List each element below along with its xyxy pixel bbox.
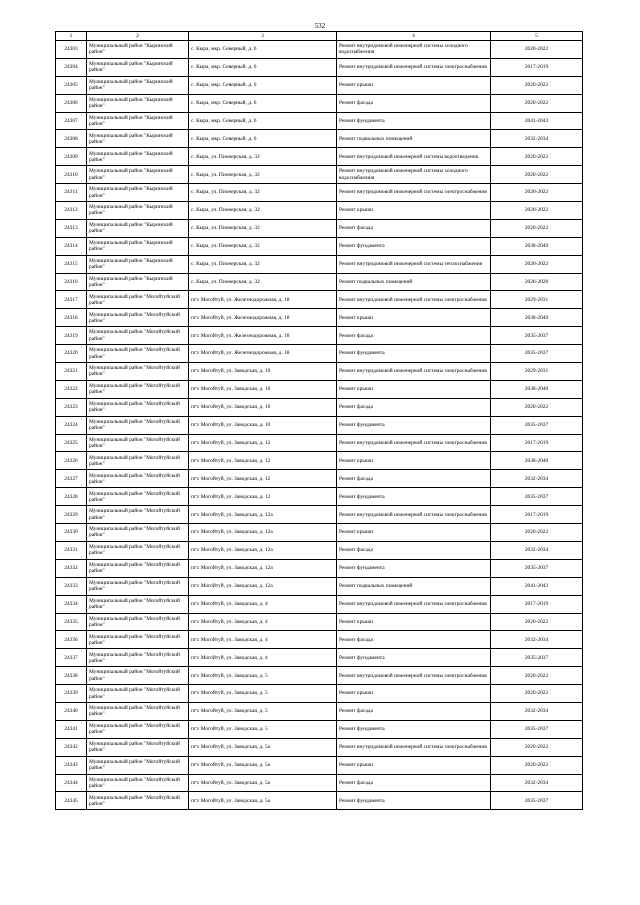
municipality-cell: Муниципальный район "Кыринский район" [87, 237, 189, 255]
row-number: 24311 [56, 184, 87, 202]
period-cell: 2020-2022 [491, 255, 583, 273]
work-type-cell: Ремонт крыши [337, 613, 491, 631]
address-cell: пгт. Могойтуй, ул. Заводская, д. 5а [189, 792, 337, 810]
address-cell: пгт. Могойтуй, ул. Заводская, д. 12 [189, 434, 337, 452]
work-type-cell: Ремонт фундамента [337, 112, 491, 130]
work-type-cell: Ремонт подвальных помещений [337, 273, 491, 291]
work-type-cell: Ремонт фасада [337, 541, 491, 559]
table-row [56, 577, 583, 595]
address-cell: пгт. Могойтуй, ул. Заводская, д. 5 [189, 685, 337, 703]
table-row [56, 309, 583, 327]
municipality-cell: Муниципальный район "Могойтуйский район" [87, 756, 189, 774]
period-cell: 2020-2022 [491, 94, 583, 112]
municipality-cell: Муниципальный район "Могойтуйский район" [87, 792, 189, 810]
row-number: 24321 [56, 363, 87, 381]
row-number: 24336 [56, 631, 87, 649]
table-row [56, 756, 583, 774]
table-row [56, 541, 583, 559]
row-number: 24316 [56, 273, 87, 291]
column-header: 4 [337, 32, 491, 41]
period-cell: 2032-2034 [491, 470, 583, 488]
work-type-cell: Ремонт внутридомовой инженерной системы электроснабжения [337, 738, 491, 756]
table-row [56, 184, 583, 202]
work-type-cell: Ремонт внутридомовой инженерной системы электроснабжения [337, 595, 491, 613]
work-type-cell: Ремонт внутридомовой инженерной системы электроснабжения [337, 291, 491, 309]
table-row [56, 166, 583, 184]
header-row [56, 32, 583, 41]
page-number: 532 [314, 22, 326, 30]
table-row [56, 434, 583, 452]
address-cell: пгт. Могойтуй, ул. Заводская, д. 4 [189, 649, 337, 667]
row-number: 24309 [56, 148, 87, 166]
municipality-cell: Муниципальный район "Могойтуйский район" [87, 416, 189, 434]
row-number: 24319 [56, 327, 87, 345]
row-number: 24307 [56, 112, 87, 130]
municipality-cell: Муниципальный район "Могойтуйский район" [87, 398, 189, 416]
table-row [56, 649, 583, 667]
work-type-cell: Ремонт внутридомовой инженерной системы электроснабжения [337, 506, 491, 524]
address-cell: пгт. Могойтуй, ул. Заводская, д. 4 [189, 595, 337, 613]
period-cell: 2026-2028 [491, 273, 583, 291]
row-number: 24318 [56, 309, 87, 327]
row-number: 24339 [56, 685, 87, 703]
table-row [56, 774, 583, 792]
municipality-cell: Муниципальный район "Могойтуйский район" [87, 470, 189, 488]
row-number: 24332 [56, 559, 87, 577]
period-cell: 2029-2031 [491, 363, 583, 381]
municipality-cell: Муниципальный район "Могойтуйский район" [87, 702, 189, 720]
work-type-cell: Ремонт фундамента [337, 649, 491, 667]
period-cell: 2020-2022 [491, 41, 583, 59]
table-row [56, 595, 583, 613]
table-row [56, 148, 583, 166]
address-cell: пгт. Могойтуй, ул. Заводская, д. 10 [189, 398, 337, 416]
work-type-cell: Ремонт внутридомовой инженерной системы электроснабжения [337, 184, 491, 202]
column-header: 2 [87, 32, 189, 41]
address-cell: с. Кыра, ул. Пионерская, д. 32 [189, 237, 337, 255]
address-cell: с. Кыра, мкр. Северный, д. 6 [189, 94, 337, 112]
address-cell: с. Кыра, ул. Пионерская, д. 32 [189, 148, 337, 166]
period-cell: 2020-2022 [491, 398, 583, 416]
work-type-cell: Ремонт фундамента [337, 237, 491, 255]
address-cell: пгт. Могойтуй, ул. Заводская, д. 10 [189, 363, 337, 381]
address-cell: пгт. Могойтуй, ул. Заводская, д. 12а [189, 541, 337, 559]
work-type-cell: Ремонт фасада [337, 774, 491, 792]
table-row [56, 327, 583, 345]
work-type-cell: Ремонт подвальных помещений [337, 130, 491, 148]
work-type-cell: Ремонт фасада [337, 327, 491, 345]
municipality-cell: Муниципальный район "Кыринский район" [87, 148, 189, 166]
period-cell: 2020-2022 [491, 738, 583, 756]
period-cell: 2017-2019 [491, 595, 583, 613]
address-cell: пгт. Могойтуй, ул. Заводская, д. 5а [189, 756, 337, 774]
work-type-cell: Ремонт фасада [337, 219, 491, 237]
table-row [56, 685, 583, 703]
row-number: 24340 [56, 702, 87, 720]
address-cell: с. Кыра, мкр. Северный, д. 6 [189, 130, 337, 148]
municipality-cell: Муниципальный район "Кыринский район" [87, 58, 189, 76]
address-cell: пгт. Могойтуй, ул. Заводская, д. 4 [189, 631, 337, 649]
work-type-cell: Ремонт фундамента [337, 792, 491, 810]
municipality-cell: Муниципальный район "Могойтуйский район" [87, 488, 189, 506]
address-cell: с. Кыра, ул. Пионерская, д. 32 [189, 255, 337, 273]
period-cell: 2020-2022 [491, 685, 583, 703]
row-number: 24322 [56, 380, 87, 398]
period-cell: 2017-2019 [491, 434, 583, 452]
address-cell: пгт. Могойтуй, ул. Заводская, д. 5 [189, 667, 337, 685]
row-number: 24328 [56, 488, 87, 506]
table-row [56, 291, 583, 309]
period-cell: 2035-2037 [491, 720, 583, 738]
row-number: 24305 [56, 76, 87, 94]
table-body [56, 41, 583, 810]
work-type-cell: Ремонт внутридомовой инженерной системы электроснабжения [337, 58, 491, 76]
municipality-cell: Муниципальный район "Могойтуйский район" [87, 452, 189, 470]
row-number: 24306 [56, 94, 87, 112]
municipality-cell: Муниципальный район "Могойтуйский район" [87, 595, 189, 613]
address-cell: пгт. Могойтуй, ул. Заводская, д. 12а [189, 559, 337, 577]
period-cell: 2035-2037 [491, 649, 583, 667]
municipality-cell: Муниципальный район "Могойтуйский район" [87, 291, 189, 309]
period-cell: 2035-2037 [491, 327, 583, 345]
municipality-cell: Муниципальный район "Могойтуйский район" [87, 559, 189, 577]
registry-table [55, 31, 583, 810]
row-number: 24323 [56, 398, 87, 416]
table-row [56, 380, 583, 398]
table-row [56, 363, 583, 381]
municipality-cell: Муниципальный район "Могойтуйский район" [87, 524, 189, 542]
row-number: 24327 [56, 470, 87, 488]
address-cell: пгт. Могойтуй, ул. Заводская, д. 12 [189, 470, 337, 488]
table-row [56, 738, 583, 756]
address-cell: пгт. Могойтуй, ул. Заводская, д. 5 [189, 702, 337, 720]
row-number: 24329 [56, 506, 87, 524]
row-number: 24324 [56, 416, 87, 434]
table-row [56, 524, 583, 542]
municipality-cell: Муниципальный район "Могойтуйский район" [87, 577, 189, 595]
table-header [56, 32, 583, 41]
row-number: 24341 [56, 720, 87, 738]
period-cell: 2038-2040 [491, 452, 583, 470]
period-cell: 2035-2037 [491, 559, 583, 577]
period-cell: 2020-2022 [491, 148, 583, 166]
table-row [56, 702, 583, 720]
table-row [56, 488, 583, 506]
table-row [56, 273, 583, 291]
address-cell: пгт. Могойтуй, ул. Заводская, д. 10 [189, 380, 337, 398]
work-type-cell: Ремонт крыши [337, 452, 491, 470]
address-cell: пгт. Могойтуй, ул. Заводская, д. 12 [189, 488, 337, 506]
period-cell: 2038-2040 [491, 309, 583, 327]
municipality-cell: Муниципальный район "Кыринский район" [87, 202, 189, 220]
municipality-cell: Муниципальный район "Кыринский район" [87, 255, 189, 273]
period-cell: 2038-2040 [491, 380, 583, 398]
address-cell: пгт. Могойтуй, ул. Железнодорожная, д. 18 [189, 345, 337, 363]
work-type-cell: Ремонт фасада [337, 631, 491, 649]
address-cell: пгт. Могойтуй, ул. Заводская, д. 10 [189, 416, 337, 434]
table-row [56, 202, 583, 220]
period-cell: 2035-2037 [491, 792, 583, 810]
row-number: 24331 [56, 541, 87, 559]
table-row [56, 613, 583, 631]
period-cell: 2020-2022 [491, 76, 583, 94]
municipality-cell: Муниципальный район "Кыринский район" [87, 41, 189, 59]
address-cell: с. Кыра, ул. Пионерская, д. 32 [189, 166, 337, 184]
row-number: 24345 [56, 792, 87, 810]
work-type-cell: Ремонт внутридомовой инженерной системы электроснабжения [337, 363, 491, 381]
table-row [56, 559, 583, 577]
table-row [56, 720, 583, 738]
row-number: 24303 [56, 41, 87, 59]
work-type-cell: Ремонт крыши [337, 524, 491, 542]
address-cell: пгт. Могойтуй, ул. Железнодорожная, д. 18 [189, 327, 337, 345]
row-number: 24335 [56, 613, 87, 631]
work-type-cell: Ремонт фундамента [337, 720, 491, 738]
column-header: 5 [491, 32, 583, 41]
municipality-cell: Муниципальный район "Могойтуйский район" [87, 738, 189, 756]
address-cell: пгт. Могойтуй, ул. Заводская, д. 5 [189, 720, 337, 738]
municipality-cell: Муниципальный район "Кыринский район" [87, 273, 189, 291]
municipality-cell: Муниципальный район "Могойтуйский район" [87, 380, 189, 398]
period-cell: 2032-2034 [491, 130, 583, 148]
table-row [56, 667, 583, 685]
work-type-cell: Ремонт крыши [337, 380, 491, 398]
row-number: 24310 [56, 166, 87, 184]
work-type-cell: Ремонт крыши [337, 685, 491, 703]
work-type-cell: Ремонт фундамента [337, 345, 491, 363]
period-cell: 2035-2037 [491, 416, 583, 434]
period-cell: 2032-2034 [491, 631, 583, 649]
work-type-cell: Ремонт внутридомовой инженерной системы холодного водоснабжения [337, 41, 491, 59]
work-type-cell: Ремонт внутридомовой инженерной системы холодного водоснабжения [337, 166, 491, 184]
address-cell: пгт. Могойтуй, ул. Железнодорожная, д. 18 [189, 309, 337, 327]
municipality-cell: Муниципальный район "Могойтуйский район" [87, 667, 189, 685]
period-cell: 2017-2019 [491, 58, 583, 76]
table-row [56, 41, 583, 59]
address-cell: с. Кыра, мкр. Северный, д. 6 [189, 41, 337, 59]
row-number: 24326 [56, 452, 87, 470]
period-cell: 2035-2037 [491, 345, 583, 363]
address-cell: с. Кыра, ул. Пионерская, д. 32 [189, 273, 337, 291]
row-number: 24333 [56, 577, 87, 595]
municipality-cell: Муниципальный район "Кыринский район" [87, 94, 189, 112]
row-number: 24304 [56, 58, 87, 76]
work-type-cell: Ремонт фасада [337, 94, 491, 112]
period-cell: 2020-2022 [491, 756, 583, 774]
address-cell: пгт. Могойтуй, ул. Заводская, д. 5а [189, 774, 337, 792]
period-cell: 2032-2034 [491, 702, 583, 720]
work-type-cell: Ремонт фасада [337, 702, 491, 720]
address-cell: с. Кыра, ул. Пионерская, д. 32 [189, 184, 337, 202]
period-cell: 2017-2019 [491, 506, 583, 524]
row-number: 24315 [56, 255, 87, 273]
period-cell: 2020-2022 [491, 219, 583, 237]
period-cell: 2020-2022 [491, 166, 583, 184]
row-number: 24334 [56, 595, 87, 613]
municipality-cell: Муниципальный район "Могойтуйский район" [87, 613, 189, 631]
address-cell: пгт. Могойтуй, ул. Заводская, д. 12а [189, 577, 337, 595]
period-cell: 2038-2040 [491, 237, 583, 255]
address-cell: пгт. Могойтуй, ул. Заводская, д. 12а [189, 524, 337, 542]
table-row [56, 345, 583, 363]
address-cell: пгт. Могойтуй, ул. Железнодорожная, д. 18 [189, 291, 337, 309]
row-number: 24312 [56, 202, 87, 220]
row-number: 24344 [56, 774, 87, 792]
table-row [56, 470, 583, 488]
row-number: 24338 [56, 667, 87, 685]
work-type-cell: Ремонт фундамента [337, 488, 491, 506]
work-type-cell: Ремонт крыши [337, 756, 491, 774]
period-cell: 2020-2022 [491, 613, 583, 631]
municipality-cell: Муниципальный район "Кыринский район" [87, 184, 189, 202]
column-header: 3 [189, 32, 337, 41]
municipality-cell: Муниципальный район "Могойтуйский район" [87, 327, 189, 345]
row-number: 24325 [56, 434, 87, 452]
address-cell: с. Кыра, мкр. Северный, д. 6 [189, 58, 337, 76]
address-cell: с. Кыра, ул. Пионерская, д. 32 [189, 219, 337, 237]
municipality-cell: Муниципальный район "Кыринский район" [87, 112, 189, 130]
table-row [56, 130, 583, 148]
table-row [56, 631, 583, 649]
table-row [56, 792, 583, 810]
address-cell: пгт. Могойтуй, ул. Заводская, д. 4 [189, 613, 337, 631]
municipality-cell: Муниципальный район "Могойтуйский район" [87, 541, 189, 559]
municipality-cell: Муниципальный район "Могойтуйский район" [87, 345, 189, 363]
work-type-cell: Ремонт внутридомовой инженерной системы водоотведения [337, 148, 491, 166]
table-row [56, 506, 583, 524]
row-number: 24343 [56, 756, 87, 774]
work-type-cell: Ремонт внутридомовой инженерной системы электроснабжения [337, 434, 491, 452]
period-cell: 2032-2034 [491, 541, 583, 559]
table-row [56, 452, 583, 470]
work-type-cell: Ремонт крыши [337, 76, 491, 94]
table-row [56, 237, 583, 255]
municipality-cell: Муниципальный район "Могойтуйский район" [87, 649, 189, 667]
work-type-cell: Ремонт фундамента [337, 559, 491, 577]
work-type-cell: Ремонт крыши [337, 202, 491, 220]
municipality-cell: Муниципальный район "Кыринский район" [87, 76, 189, 94]
address-cell: пгт. Могойтуй, ул. Заводская, д. 12а [189, 506, 337, 524]
table-row [56, 255, 583, 273]
address-cell: пгт. Могойтуй, ул. Заводская, д. 12 [189, 452, 337, 470]
row-number: 24320 [56, 345, 87, 363]
table-row [56, 58, 583, 76]
municipality-cell: Муниципальный район "Могойтуйский район" [87, 774, 189, 792]
municipality-cell: Муниципальный район "Кыринский район" [87, 166, 189, 184]
row-number: 24337 [56, 649, 87, 667]
period-cell: 2020-2022 [491, 524, 583, 542]
period-cell: 2020-2022 [491, 667, 583, 685]
work-type-cell: Ремонт подвальных помещений [337, 577, 491, 595]
municipality-cell: Муниципальный район "Могойтуйский район" [87, 363, 189, 381]
address-cell: с. Кыра, ул. Пионерская, д. 32 [189, 202, 337, 220]
period-cell: 2020-2022 [491, 184, 583, 202]
work-type-cell: Ремонт внутридомовой инженерной системы теплоснабжения [337, 255, 491, 273]
table-row [56, 416, 583, 434]
row-number: 24342 [56, 738, 87, 756]
work-type-cell: Ремонт фасада [337, 398, 491, 416]
municipality-cell: Муниципальный район "Кыринский район" [87, 130, 189, 148]
municipality-cell: Муниципальный район "Могойтуйский район" [87, 685, 189, 703]
address-cell: с. Кыра, мкр. Северный, д. 6 [189, 76, 337, 94]
address-cell: с. Кыра, мкр. Северный, д. 6 [189, 112, 337, 130]
period-cell: 2035-2037 [491, 488, 583, 506]
row-number: 24330 [56, 524, 87, 542]
table-row [56, 94, 583, 112]
table-row [56, 398, 583, 416]
period-cell: 2041-2043 [491, 577, 583, 595]
municipality-cell: Муниципальный район "Могойтуйский район" [87, 631, 189, 649]
address-cell: пгт. Могойтуй, ул. Заводская, д. 5а [189, 738, 337, 756]
column-header: 1 [56, 32, 87, 41]
period-cell: 2041-2043 [491, 112, 583, 130]
table-row [56, 76, 583, 94]
period-cell: 2029-2031 [491, 291, 583, 309]
work-type-cell: Ремонт фундамента [337, 416, 491, 434]
municipality-cell: Муниципальный район "Могойтуйский район" [87, 720, 189, 738]
row-number: 24314 [56, 237, 87, 255]
period-cell: 2032-2034 [491, 774, 583, 792]
municipality-cell: Муниципальный район "Могойтуйский район" [87, 309, 189, 327]
municipality-cell: Муниципальный район "Кыринский район" [87, 219, 189, 237]
row-number: 24317 [56, 291, 87, 309]
row-number: 24308 [56, 130, 87, 148]
table-row [56, 112, 583, 130]
municipality-cell: Муниципальный район "Могойтуйский район" [87, 506, 189, 524]
municipality-cell: Муниципальный район "Могойтуйский район" [87, 434, 189, 452]
table-row [56, 219, 583, 237]
period-cell: 2020-2022 [491, 202, 583, 220]
row-number: 24313 [56, 219, 87, 237]
work-type-cell: Ремонт фасада [337, 470, 491, 488]
work-type-cell: Ремонт внутридомовой инженерной системы электроснабжения [337, 667, 491, 685]
work-type-cell: Ремонт крыши [337, 309, 491, 327]
